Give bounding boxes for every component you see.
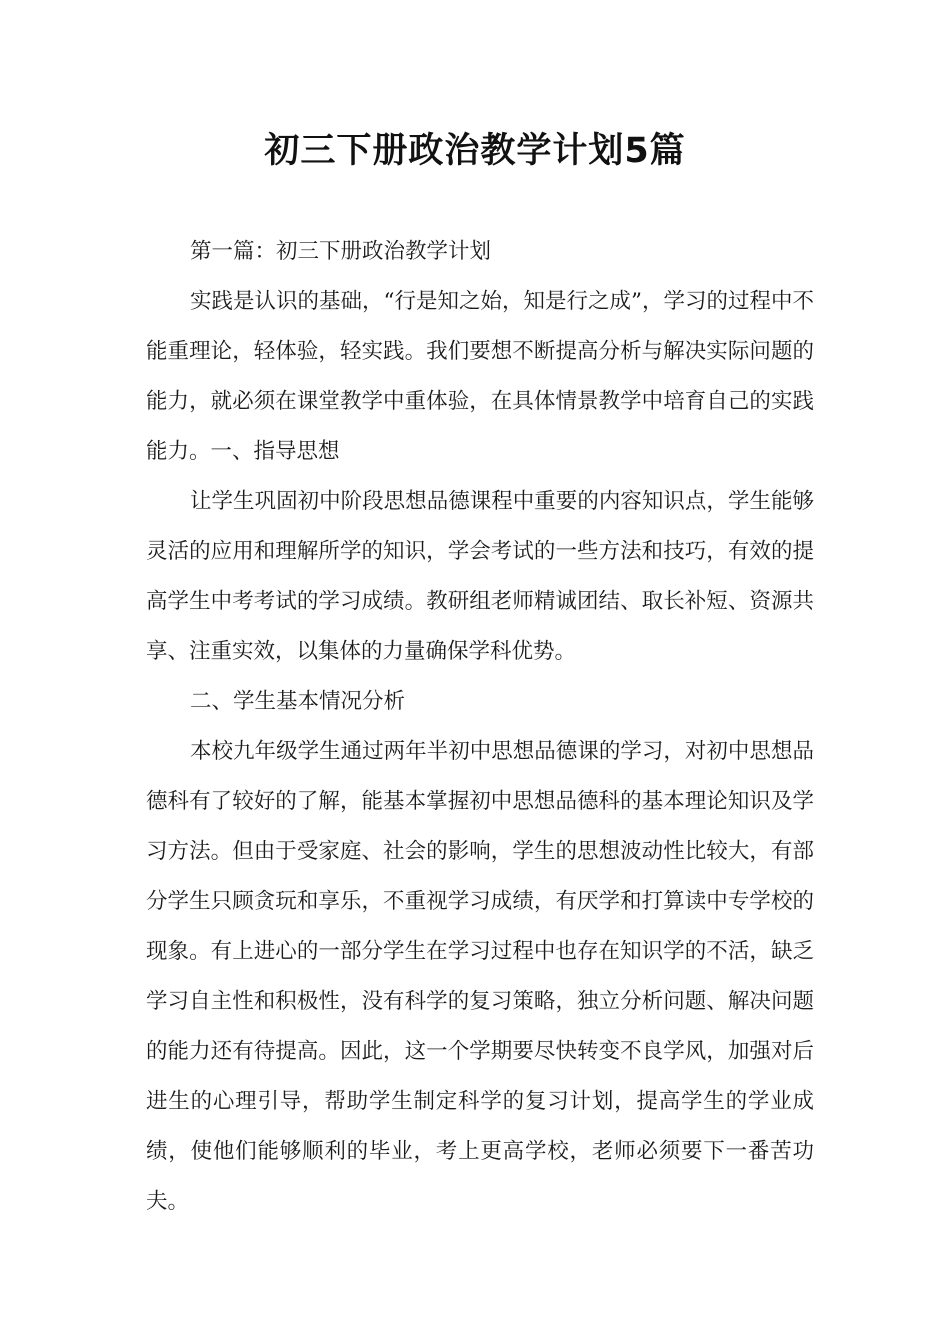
paragraph-practice: 实践是认识的基础，“行是知之始，知是行之成”，学习的过程中不能重理论，轻体验，轻实践。我们要想不断提高分析与解决实际问题的能力，就必须在课堂教学中重体验，在具体情景教学中培育自己的实践能力。一、指导思想 — [146, 289, 814, 464]
section-heading-student-analysis: 二、学生基本情况分析 — [190, 689, 406, 714]
document-body — [146, 227, 814, 1227]
document-title: 初三下册政治教学计划5篇 — [264, 131, 686, 171]
paragraph-guiding-ideas: 让学生巩固初中阶段思想品德课程中重要的内容知识点，学生能够灵活的应用和理解所学的知识，学会考试的一些方法和技巧，有效的提高学生中考考试的学习成绩。教研组老师精诚团结、取长补短、资源共享、注重实效，以集体的力量确保学科优势。 — [146, 489, 814, 664]
section-heading-1: 第一篇：初三下册政治教学计划 — [190, 239, 492, 264]
paragraph-student-analysis: 本校九年级学生通过两年半初中思想品德课的学习，对初中思想品德科有了较好的了解，能基本掌握初中思想品德科的基本理论知识及学习方法。但由于受家庭、社会的影响，学生的思想波动性比较大，有部分学生只顾贪玩和享乐，不重视学习成绩，有厌学和打算读中专学校的现象。有上进心的一部分学生在学习过程中也存在知识学的不活，缺乏学习自主性和积极性，没有科学的复习策略，独立分析问题、解决问题的能力还有待提高。因此，这一个学期要尽快转变不良学风，加强对后进生的心理引导，帮助学生制定科学的复习计划，提高学生的学业成绩，使他们能够顺利的毕业，考上更高学校，老师必须要下一番苦功夫。 — [146, 739, 814, 1214]
